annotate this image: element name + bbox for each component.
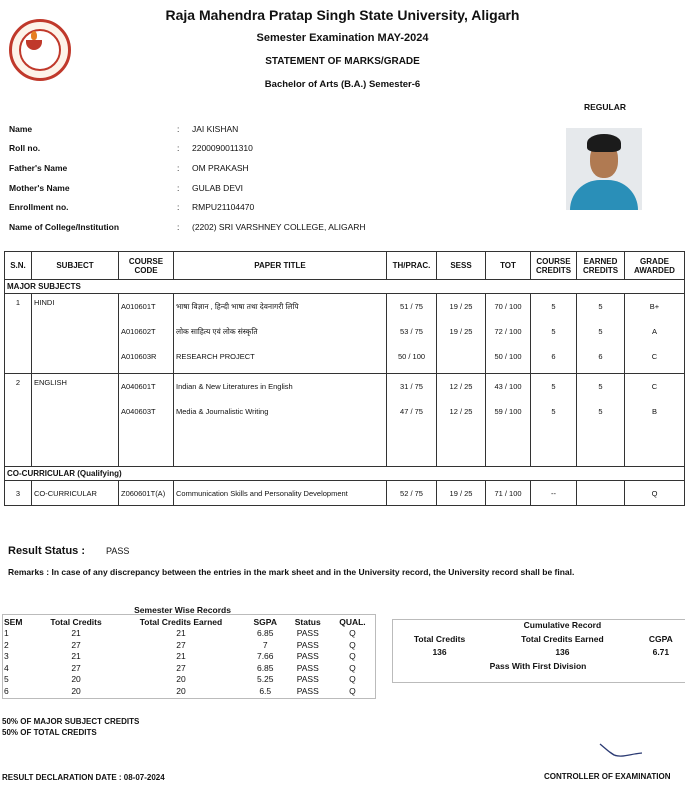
cell-tot: 59 / 100 — [494, 407, 522, 416]
field-colon: : — [177, 124, 180, 134]
field-label: Name of College/Institution — [9, 222, 120, 232]
marks-table — [4, 251, 685, 520]
cumulative-record-table: Cumulative Record Total Credits Total Credits Earned CGPA 136 136 6.71 Pass With First Division — [392, 619, 684, 673]
cell-th: 53 / 75 — [400, 327, 423, 336]
cell-cc: 5 — [551, 302, 556, 311]
col-subject: SUBJECT — [32, 252, 119, 280]
section-co-curricular: CO-CURRICULAR (Qualifying) — [5, 467, 685, 481]
cell-tot: 72 / 100 — [494, 327, 522, 336]
result-status-label: Result Status : — [8, 545, 86, 557]
semester-row: 5 20 20 5.25 PASS Q — [4, 674, 356, 685]
col-sn: S.N. — [5, 252, 32, 280]
semester-row: 2 27 27 7 PASS Q — [4, 639, 356, 650]
semester-records-box — [2, 614, 376, 699]
cell-sess: 19 / 25 — [449, 327, 473, 336]
cell-code: A040601T — [121, 382, 156, 391]
field-value: OM PRAKASH — [192, 163, 249, 173]
cell-title: Indian & New Literatures in English — [176, 382, 293, 391]
credits-note-total: 50% OF TOTAL CREDITS — [2, 728, 97, 737]
result-status-value: PASS — [106, 546, 130, 556]
status-tag: REGULAR — [584, 102, 627, 112]
cell-title: लोक साहित्य एवं लोक संस्कृति — [176, 326, 258, 336]
field-value: GULAB DEVI — [192, 183, 244, 193]
table-row: 3 CO-CURRICULAR Z060601T(A) Communication Skills and Personality Development 52 / 75 19 / 25 71 / 100 -- Q — [5, 481, 685, 506]
semester-row: 6 20 20 6.5 PASS Q — [4, 685, 356, 696]
cell-sess — [439, 344, 483, 369]
semester-row: 4 27 27 6.85 PASS Q — [4, 662, 356, 673]
marks-header-row — [5, 252, 685, 280]
cell-tot: 50 / 100 — [494, 352, 522, 361]
cell-tot: 43 / 100 — [494, 382, 522, 391]
cell-cc: 5 — [551, 382, 556, 391]
controller-of-examination: CONTROLLER OF EXAMINATION — [544, 772, 671, 781]
col-sess: SESS — [437, 252, 486, 280]
cell-tot: 70 / 100 — [494, 302, 522, 311]
cell-ec: 5 — [598, 407, 603, 416]
col-course-code: COURSE CODE — [119, 252, 174, 280]
declaration-date: RESULT DECLARATION DATE : 08-07-2024 — [2, 773, 165, 782]
cell-grade: A — [651, 327, 657, 336]
col-grade-awarded: GRADE AWARDED — [625, 252, 685, 280]
cumulative-box — [392, 619, 685, 683]
col-earned-credits: EARNED CREDITS — [577, 252, 625, 280]
field-colon: : — [177, 183, 180, 193]
cell-title: Media & Journalistic Writing — [176, 407, 269, 416]
programme-title: Bachelor of Arts (B.A.) Semester-6 — [264, 79, 421, 90]
cell-ec: 5 — [598, 302, 603, 311]
col-th-prac: TH/PRAC. — [387, 252, 437, 280]
field-label: Roll no. — [9, 143, 41, 153]
cell-th: 50 / 100 — [397, 352, 426, 361]
statement-title: STATEMENT OF MARKS/GRADE — [265, 56, 420, 67]
cell-th: 47 / 75 — [400, 407, 423, 416]
cell-code: A040603T — [121, 407, 156, 416]
field-value: RMPU21104470 — [192, 202, 255, 212]
semester-records-table: Semester Wise Records SEM Total Credits Total Credits Earned SGPA Status QUAL. 1 21 21 6.85 PASS Q 2 27 27 7 PASS Q 3 21 21 7.66 PASS Q 4 27 27 6.85 PASS Q 5 20 20 5.25 PASS Q 6 20 20 6.5 PASS Q — [2, 605, 375, 697]
subject-group: 2 ENGLISH A040601T A040603T Indian & New Literatures in English Media & Journalistic Writing 31 / 75 47 / 75 12 / 25 12 / 25 43 / 100 59 / 100 5 5 5 5 C B — [5, 374, 685, 467]
semester-row: 1 21 21 6.85 PASS Q — [4, 628, 356, 639]
signature — [596, 741, 646, 763]
cell-sess: 12 / 25 — [449, 382, 473, 391]
cell-sess: 19 / 25 — [449, 302, 473, 311]
cell-th: 51 / 75 — [400, 302, 423, 311]
cumulative-title: Cumulative Record — [523, 620, 602, 631]
field-value: (2202) SRI VARSHNEY COLLEGE, ALIGARH — [192, 222, 366, 232]
field-label: Enrollment no. — [9, 202, 69, 212]
field-label: Father's Name — [9, 163, 68, 173]
section-major: MAJOR SUBJECTS — [5, 280, 685, 294]
field-colon: : — [177, 222, 180, 232]
cell-grade: B+ — [649, 302, 660, 311]
field-colon: : — [177, 163, 180, 173]
cell-grade: B — [651, 407, 657, 416]
cell-ec: 6 — [598, 352, 603, 361]
cell-cc: 6 — [551, 352, 556, 361]
field-colon: : — [177, 202, 180, 212]
remarks: Remarks : In case of any discrepancy between the entries in the mark sheet and in the University record, the University record shall be final. — [8, 567, 575, 577]
university-logo — [9, 19, 71, 81]
exam-title: Semester Examination MAY-2024 — [256, 32, 429, 44]
cell-code: A010603R — [121, 352, 157, 361]
field-label: Name — [9, 124, 33, 134]
field-value: JAI KISHAN — [192, 124, 239, 134]
field-label: Mother's Name — [9, 183, 70, 193]
cell-code: A010602T — [121, 327, 156, 336]
cell-grade: C — [651, 352, 658, 361]
col-paper-title: PAPER TITLE — [174, 252, 387, 280]
cell-th: 31 / 75 — [400, 382, 423, 391]
cell-title: RESEARCH PROJECT — [176, 352, 255, 361]
col-tot: TOT — [486, 252, 531, 280]
semester-records-title: Semester Wise Records — [134, 605, 231, 616]
cell-ec: 5 — [598, 382, 603, 391]
field-colon: : — [177, 143, 180, 153]
cell-grade: C — [651, 382, 658, 391]
student-photo — [566, 128, 642, 210]
cell-code: A010601T — [121, 302, 156, 311]
field-value: 2200090011310 — [192, 143, 253, 153]
cell-cc: 5 — [551, 327, 556, 336]
cell-cc: 5 — [551, 407, 556, 416]
university-name: Raja Mahendra Pratap Singh State University, Aligarh — [165, 7, 520, 23]
col-course-credits: COURSE CREDITS — [531, 252, 577, 280]
cell-sess: 12 / 25 — [449, 407, 473, 416]
division: Pass With First Division — [489, 660, 587, 671]
cell-title: भाषा विज्ञान , हिन्दी भाषा तथा देवनागरी लिपि — [176, 301, 299, 311]
cell-ec: 5 — [598, 327, 603, 336]
credits-note-major: 50% OF MAJOR SUBJECT CREDITS — [2, 717, 140, 726]
semester-row: 3 21 21 7.66 PASS Q — [4, 651, 356, 662]
subject-group: 1 HINDI A010601T A010602T A010603R भाषा विज्ञान , हिन्दी भाषा तथा देवनागरी लिपि लोक साहित्य एवं लोक संस्कृति RESEARCH PROJECT 51 / 75 53 / 75 50 / 100 19 / 25 19 / 25 70 / 100 72 / 100 50 / 100 5 5 6 5 5 6 B+ A C — [5, 294, 685, 374]
